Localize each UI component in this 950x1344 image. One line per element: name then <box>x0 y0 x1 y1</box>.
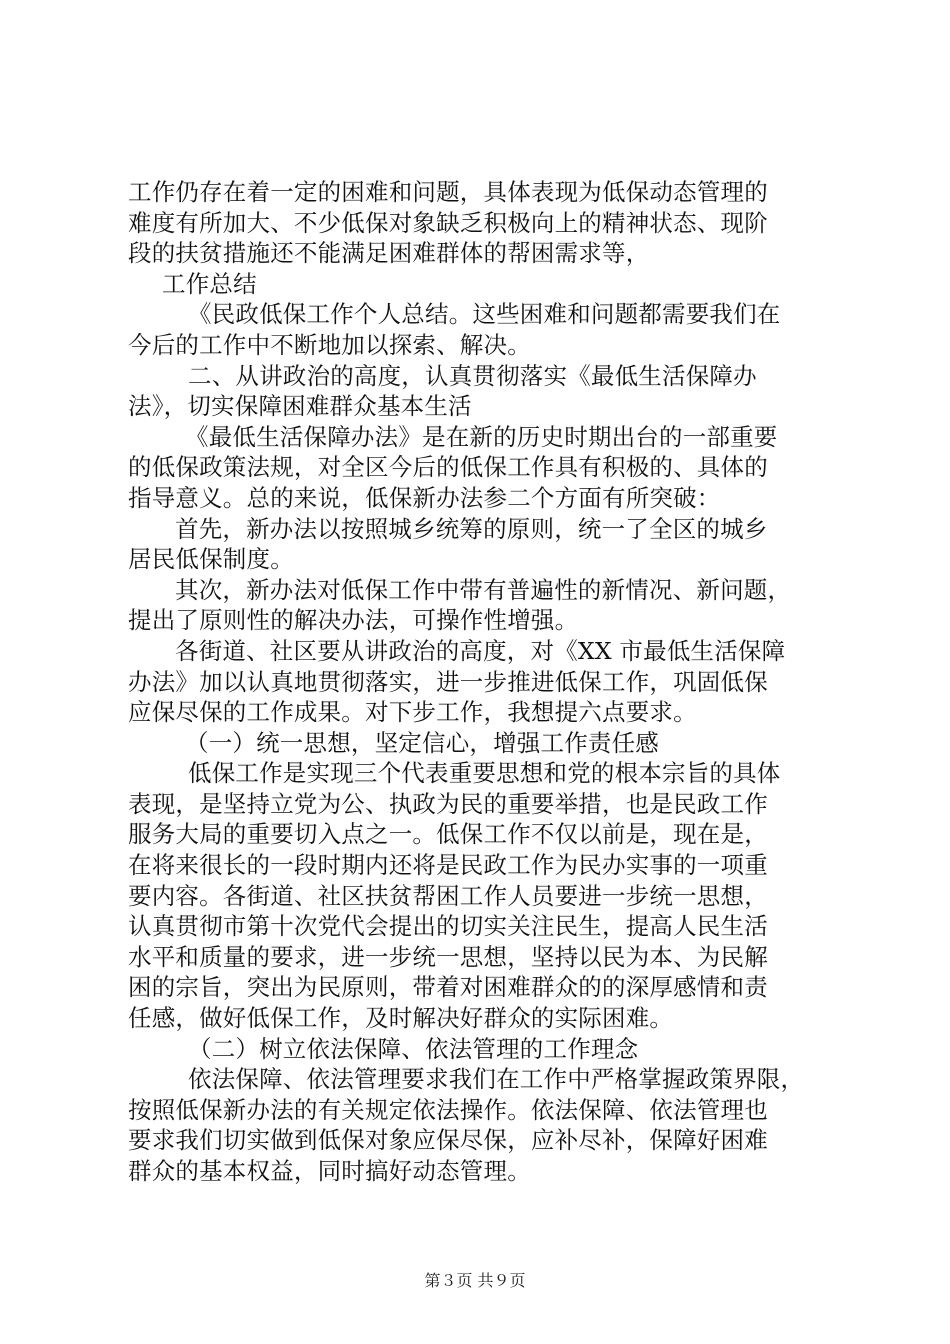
section-heading: 二、从讲政治的高度，认真贯彻落实《最低生活保障办 <box>188 361 757 390</box>
text-line: 指导意义。总的来说，低保新办法参二个方面有所突破： <box>128 483 721 512</box>
text-line: 要内容。各街道、社区扶贫帮困工作人员要进一步统一思想， <box>128 881 768 910</box>
text-line: 法》，切实保障困难群众基本生活 <box>128 392 472 421</box>
page-number-footer: 第３页 共９页 <box>424 1271 526 1290</box>
text-line: 任感，做好低保工作，及时解决好群众的实际困难。 <box>128 1004 674 1033</box>
text-line: 提出了原则性的解决办法，可操作性增强。 <box>128 606 579 635</box>
paragraph-start: 首先，新办法以按照城乡统筹的原则，统一了全区的城乡 <box>175 514 768 543</box>
paragraph-start: 其次，新办法对低保工作中带有普遍性的新情况、新问题， <box>175 575 792 604</box>
text-line: 难度有所加大、不少低保对象缺乏积极向上的精神状态、现阶 <box>128 208 768 237</box>
text-line: 今后的工作中不断地加以探索、解决。 <box>128 330 531 359</box>
text-line: 在将来很长的一段时期内还将是民政工作为民办实事的一项重 <box>128 851 768 880</box>
text-line: 水平和质量的要求，进一步统一思想，坚持以民为本、为民解 <box>128 942 768 971</box>
subsection-heading: （二）树立依法保障、依法管理的工作理念 <box>188 1034 639 1063</box>
text-line: 段的扶贫措施还不能满足困难群体的帮困需求等， <box>128 239 650 268</box>
paragraph-start: 各街道、社区要从讲政治的高度，对《XX 市最低生活保障 <box>175 636 786 665</box>
text-line: 困的宗旨，突出为民原则，带着对困难群众的的深厚感情和责 <box>128 973 768 1002</box>
text-line: 办法》加以认真地贯彻落实，进一步推进低保工作，巩固低保 <box>128 667 768 696</box>
text-line: 居民低保制度。 <box>128 545 294 574</box>
paragraph-start: 《民政低保工作个人总结。这些困难和问题都需要我们在 <box>188 300 781 329</box>
text-line: 认真贯彻市第十次党代会提出的切实关注民生，提高人民生活 <box>128 912 768 941</box>
text-line: 的低保政策法规，对全区今后的低保工作具有积极的、具体的 <box>128 453 768 482</box>
text-line: 工作仍存在着一定的困难和问题，具体表现为低保动态管理的 <box>128 178 768 206</box>
text-line: 按照低保新办法的有关规定依法操作。依法保障、依法管理也 <box>128 1095 768 1124</box>
text-line: 服务大局的重要切入点之一。低保工作不仅以前是，现在是， <box>128 820 768 849</box>
subsection-heading: （一）统一思想，坚定信心，增强工作责任感 <box>185 728 659 757</box>
text-line: 要求我们切实做到低保对象应保尽保，应补尽补，保障好困难 <box>128 1126 768 1155</box>
document-body <box>128 177 838 1187</box>
section-label: 工作总结 <box>162 269 257 298</box>
paragraph-start: 低保工作是实现三个代表重要思想和党的根本宗旨的具体 <box>188 759 781 788</box>
paragraph-start: 依法保障、依法管理要求我们在工作中严格掌握政策界限， <box>188 1065 805 1094</box>
text-line: 表现，是坚持立党为公、执政为民的重要举措，也是民政工作 <box>128 789 768 818</box>
text-line: 应保尽保的工作成果。对下步工作，我想提六点要求。 <box>128 698 697 727</box>
paragraph-start: 《最低生活保障办法》是在新的历史时期出台的一部重要 <box>185 422 778 451</box>
text-line: 群众的基本权益，同时搞好动态管理。 <box>128 1157 531 1185</box>
